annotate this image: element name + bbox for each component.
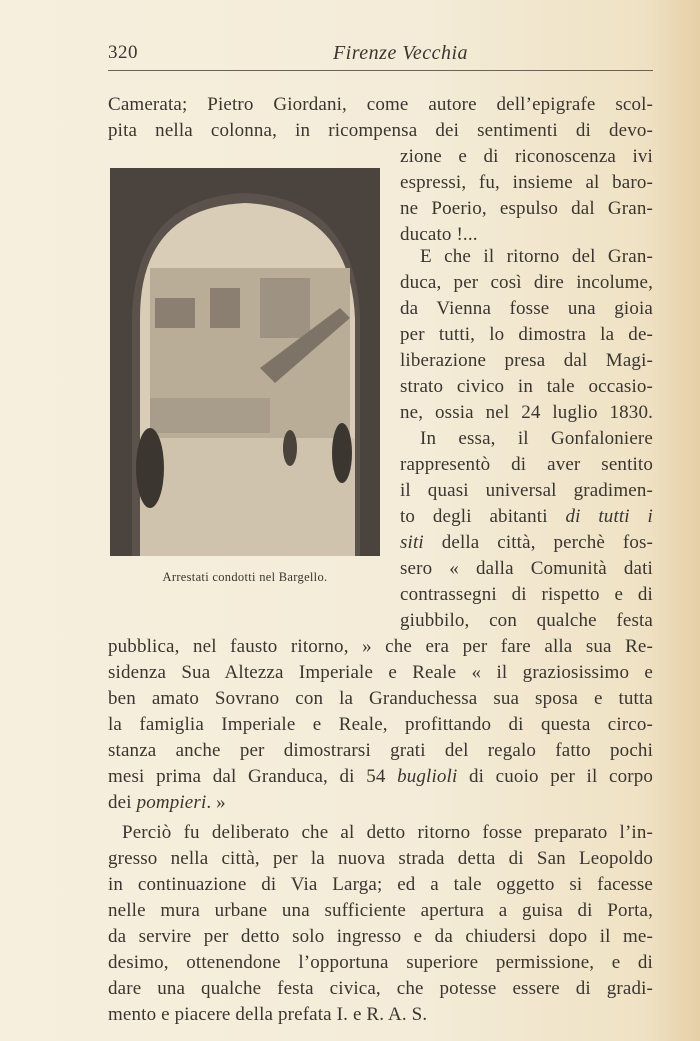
text-line: mento e piacere della prefata I. e R. A. S.	[108, 1004, 428, 1025]
text-line: ben amato Sovrano con la Granduchessa sua sposa e tutta	[108, 688, 653, 709]
text-line: rappresentò di aver sentito	[400, 454, 653, 475]
text-line: strato civico in tale occasio-	[400, 376, 653, 397]
text-line: sidenza Sua Altezza Imperiale e Reale « il graziosissimo e	[108, 662, 653, 683]
text-line: ne, ossia nel 24 luglio 1830.	[400, 402, 653, 423]
figure-caption: Arrestati condotti nel Bargello.	[162, 570, 328, 584]
header-rule	[108, 70, 653, 71]
text-line: espressi, fu, insieme al baro-	[400, 172, 653, 193]
text-line	[108, 790, 653, 816]
italic-run: di tutti i	[565, 506, 653, 527]
text-line: il quasi universal gradimen-	[400, 480, 653, 501]
text-line: duca, per così dire incolume,	[400, 272, 653, 293]
text-line: giubbilo, con qualche festa	[400, 610, 653, 631]
text-line: da servire per detto solo ingresso e da chiudersi dopo il me-	[108, 926, 653, 947]
text-run: dei	[108, 792, 137, 813]
text-line	[400, 530, 653, 556]
page-header	[108, 42, 653, 66]
text-line: da Vienna fosse una gioia	[400, 298, 653, 319]
text-run: di cuoio per il corpo	[457, 766, 653, 787]
text-line: stanza anche per dimostrarsi grati del regalo fatto pochi	[108, 740, 653, 761]
text-line: liberazione presa dal Magi-	[400, 350, 653, 371]
text-line: gresso nella città, per la nuova strada detta di San Leopoldo	[108, 848, 653, 869]
text-line	[108, 764, 653, 790]
text-line	[400, 504, 653, 530]
italic-run: buglioli	[397, 766, 458, 787]
text-line: Camerata; Pietro Giordani, come autore dell’epigrafe scol-	[108, 94, 653, 115]
page-number: 320	[108, 42, 138, 63]
illustration	[110, 168, 380, 556]
text-run: . »	[206, 792, 226, 813]
text-run: to degli abitanti	[400, 506, 566, 527]
text-run: mesi prima dal Granduca, di 54	[108, 766, 398, 787]
italic-run: pompieri	[136, 792, 207, 813]
text-line: E che il ritorno del Gran-	[420, 246, 653, 267]
text-line: zione e di riconoscenza ivi	[400, 146, 653, 167]
text-line: desimo, ottenendone l’opportuna superiore permissione, e di	[108, 952, 653, 973]
text-line: In essa, il Gonfaloniere	[420, 428, 653, 449]
text-line: dare una qualche festa civica, che potesse essere di gradi-	[108, 978, 653, 999]
text-line: ne Poerio, espulso dal Gran-	[400, 198, 653, 219]
text-line: pita nella colonna, in ricompensa dei sentimenti di devo-	[108, 120, 653, 141]
text-line: per tutti, lo dimostra la de-	[400, 324, 653, 345]
running-title: Firenze Vecchia	[332, 42, 469, 64]
text-line: pubblica, nel fausto ritorno, » che era per fare alla sua Re-	[108, 636, 653, 657]
text-run: della città, perchè fos-	[423, 532, 653, 553]
text-line: contrassegni di rispetto e di	[400, 584, 653, 605]
text-line: Perciò fu deliberato che al detto ritorno fosse preparato l’in-	[122, 822, 653, 843]
text-line: ducato !...	[400, 224, 478, 245]
text-line: nelle mura urbane una sufficiente apertura a guisa di Porta,	[108, 900, 653, 921]
courtyard-engraving	[110, 168, 380, 556]
text-line: la famiglia Imperiale e Reale, profittando di questa circo-	[108, 714, 653, 735]
text-line: in continuazione di Via Larga; ed a tale oggetto si facesse	[108, 874, 653, 895]
text-line: sero « dalla Comunità dati	[400, 558, 653, 579]
italic-run: siti	[400, 532, 424, 553]
